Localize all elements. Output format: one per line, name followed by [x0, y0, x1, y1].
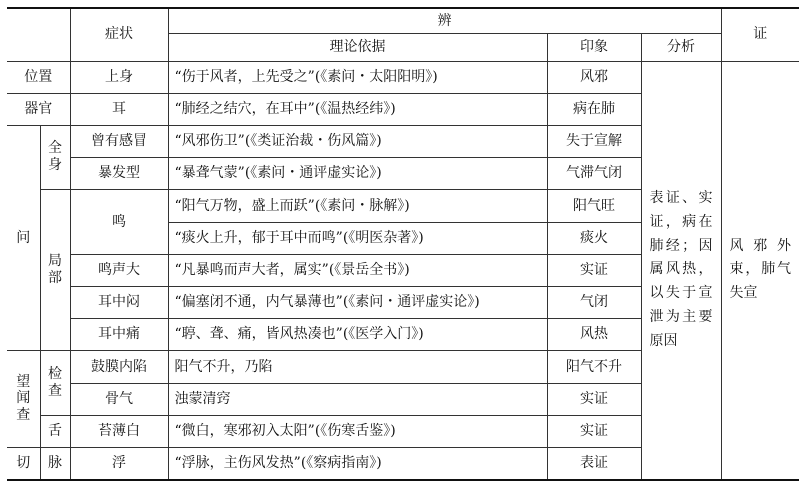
symptom-cell: 上身 — [70, 61, 168, 93]
group-cell-wang: 望闻查 — [7, 351, 40, 448]
impression-cell: 气滞气闭 — [547, 158, 641, 190]
group-cell-wen: 问 — [7, 125, 40, 351]
impression-cell: 阳气不升 — [547, 351, 641, 383]
theory-cell: “伤于风者，上先受之”(《素问・太阳阳明》) — [168, 61, 547, 93]
symptom-cell: 鸣声大 — [70, 254, 168, 286]
theory-cell: “肺经之结穴，在耳中”(《温热经纬》) — [168, 93, 547, 125]
symptom-cell: 浮 — [70, 448, 168, 480]
header-corner — [7, 8, 70, 61]
impression-cell: 风热 — [547, 319, 641, 351]
table-row — [7, 61, 799, 93]
subgroup-cell: 舌 — [40, 415, 70, 447]
impression-cell: 实证 — [547, 383, 641, 415]
header-impression: 印象 — [547, 34, 641, 61]
header-theory: 理论依据 — [168, 34, 547, 61]
header-analysis-group: 辨 — [168, 8, 721, 34]
impression-cell: 实证 — [547, 415, 641, 447]
symptom-cell: 鸣 — [70, 190, 168, 254]
symptom-cell: 骨气 — [70, 383, 168, 415]
impression-cell: 痰火 — [547, 222, 641, 254]
symptom-cell: 耳中痛 — [70, 319, 168, 351]
impression-cell: 表证 — [547, 448, 641, 480]
impression-cell: 气闭 — [547, 287, 641, 319]
impression-cell: 病在肺 — [547, 93, 641, 125]
theory-cell: “痰火上升，郁于耳中而鸣”(《明医杂著》) — [168, 222, 547, 254]
theory-cell: “阳气万物，盛上而跃”(《素问・脉解》) — [168, 190, 547, 222]
symptom-cell: 暴发型 — [70, 158, 168, 190]
syndrome-cell: 风邪外束，肺气失宣 — [721, 61, 799, 480]
category-cell: 器官 — [7, 93, 70, 125]
symptom-cell: 鼓膜内陷 — [70, 351, 168, 383]
theory-cell: “偏塞闭不通，内气暴薄也”(《素问・通评虚实论》) — [168, 287, 547, 319]
impression-cell: 风邪 — [547, 61, 641, 93]
theory-cell: “风邪伤卫”(《类证治裁・伤风篇》) — [168, 125, 547, 157]
category-cell: 位置 — [7, 61, 70, 93]
subgroup-cell: 局部 — [40, 190, 70, 351]
impression-cell: 实证 — [547, 254, 641, 286]
theory-cell: 浊蒙清窍 — [168, 383, 547, 415]
theory-cell: “微白，寒邪初入太阳”(《伤寒舌鉴》) — [168, 415, 547, 447]
subgroup-cell: 全身 — [40, 125, 70, 189]
theory-cell: “聤、聋、痛，皆风热凑也”(《医学入门》) — [168, 319, 547, 351]
impression-cell: 阳气旺 — [547, 190, 641, 222]
category-cell: 切 — [7, 448, 40, 480]
symptom-cell: 耳中闷 — [70, 287, 168, 319]
header-symptom: 症状 — [70, 8, 168, 61]
analysis-cell: 表证、实证，病在肺经；因属风热，以失于宣泄为主要原因 — [641, 61, 721, 480]
header-analysis: 分析 — [641, 34, 721, 61]
symptom-cell: 苔薄白 — [70, 415, 168, 447]
header-syndrome: 证 — [721, 8, 799, 61]
theory-cell: “凡暴鸣而声大者，属实”(《景岳全书》) — [168, 254, 547, 286]
symptom-cell: 曾有感冒 — [70, 125, 168, 157]
header-row-1 — [7, 8, 799, 34]
syndrome-analysis-table — [7, 7, 799, 481]
theory-cell: “浮脉，主伤风发热”(《察病指南》) — [168, 448, 547, 480]
theory-cell: “暴聋气蒙”(《素问・通评虚实论》) — [168, 158, 547, 190]
theory-cell: 阳气不升，乃陷 — [168, 351, 547, 383]
symptom-cell: 耳 — [70, 93, 168, 125]
subgroup-cell: 脉 — [40, 448, 70, 480]
impression-cell: 失于宣解 — [547, 125, 641, 157]
subgroup-cell: 检查 — [40, 351, 70, 415]
